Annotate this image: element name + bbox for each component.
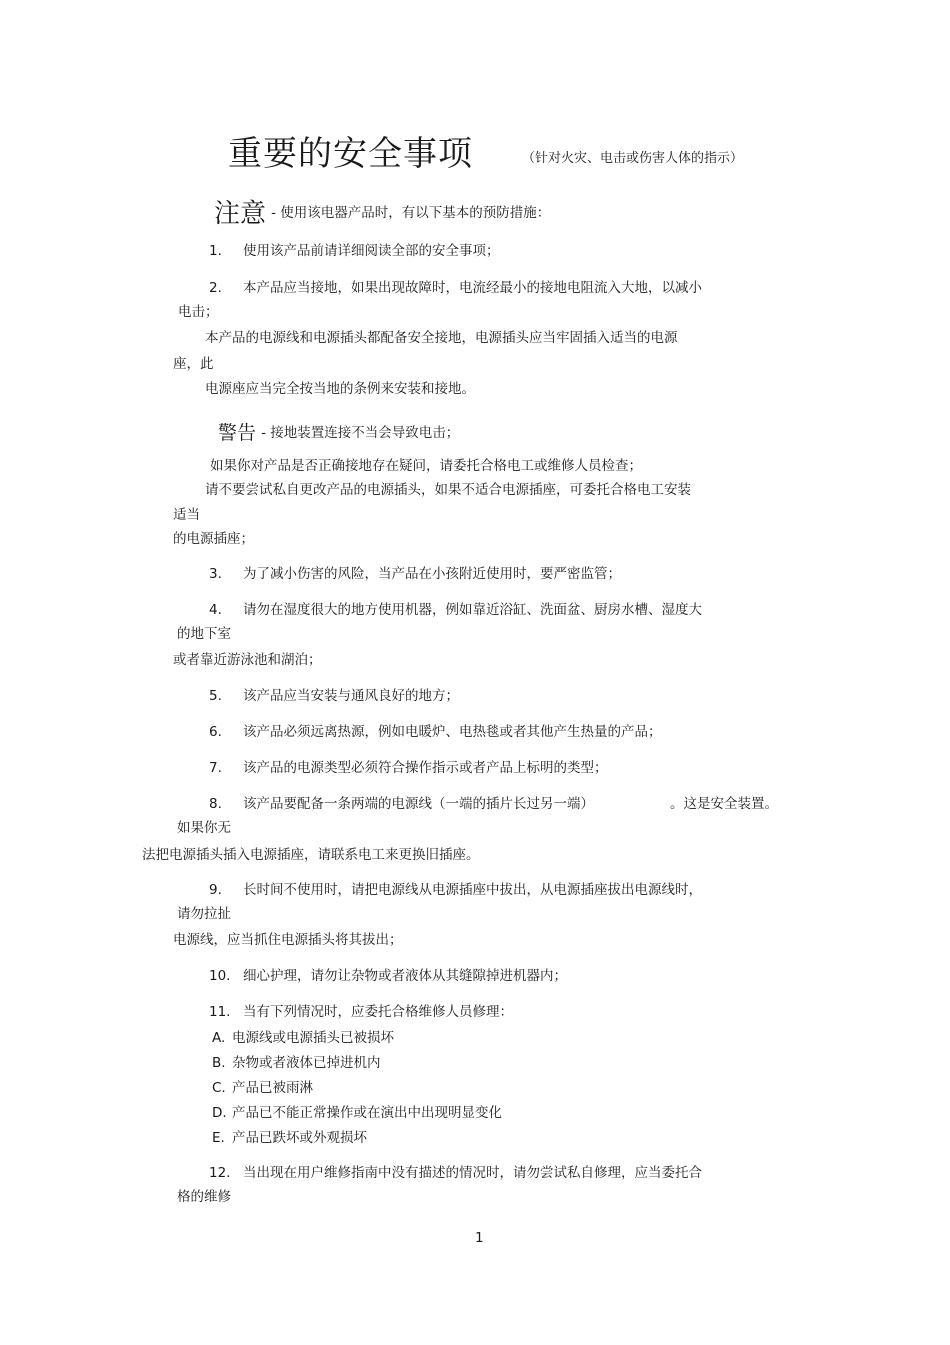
list-item-4-line-3: 或者靠近游泳池和湖泊； — [173, 652, 322, 668]
list-item-3: 3. 为了减小伤害的风险，当产品在小孩附近使用时，要严密监管； — [209, 566, 621, 582]
list-item-8-tail: 。这是安全装置。 — [670, 796, 778, 812]
grounding-paragraph-line-1: 本产品的电源线和电源插头都配备安全接地，电源插头应当牢固插入适当的电源 — [205, 330, 678, 346]
list-item-11: 11. 当有下列情况时，应委托合格维修人员修理： — [209, 1004, 513, 1020]
grounding-paragraph-line-2: 座，此 — [173, 356, 214, 372]
warning-line-2: 请不要尝试私自更改产品的电源插头，如果不适合电源插座，可委托合格电工安装 — [205, 482, 691, 498]
warning-line-4: 的电源插座； — [173, 531, 254, 547]
list-item-6: 6. 该产品必须远离热源，例如电暖炉、电热毯或者其他产生热量的产品； — [209, 724, 662, 740]
sub-item-e: E. 产品已跌坏或外观损坏 — [212, 1130, 367, 1146]
list-item-4-line-2: 的地下室 — [177, 626, 231, 642]
list-item-5: 5. 该产品应当安装与通风良好的地方； — [209, 688, 459, 704]
list-item-2: 2. 本产品应当接地，如果出现故障时，电流经最小的接地电阻流入大地，以减小 — [209, 280, 702, 296]
warning-label: 警告 — [218, 422, 257, 444]
list-item-2-continued: 电击； — [178, 304, 219, 320]
sub-item-d: D. 产品已不能正常操作或在演出中出现明显变化 — [212, 1105, 502, 1121]
warning-line-3: 适当 — [173, 507, 200, 523]
notice-text: - 使用该电器产品时，有以下基本的预防措施： — [271, 205, 551, 221]
page-title: 重要的安全事项 — [228, 134, 473, 174]
warning-heading — [218, 424, 459, 443]
sub-item-a: A. 电源线或电源插头已被损坏 — [212, 1030, 394, 1046]
list-item-1: 1. 使用该产品前请详细阅读全部的安全事项； — [209, 243, 500, 259]
list-item-8-line-3: 法把电源插头插入电源插座，请联系电工来更换旧插座。 — [142, 847, 480, 863]
list-item-12-line-2: 格的维修 — [177, 1189, 231, 1205]
list-item-7: 7. 该产品的电源类型必须符合操作指示或者产品上标明的类型； — [209, 760, 608, 776]
list-item-10: 10. 细心护理，请勿让杂物或者液体从其缝隙掉进机器内； — [209, 968, 567, 984]
page-subtitle: （针对火灾、电击或伤害人体的指示） — [522, 151, 744, 166]
grounding-paragraph-line-3: 电源座应当完全按当地的条例来安装和接地。 — [205, 381, 475, 397]
list-item-9-line-2: 请勿拉扯 — [177, 906, 231, 922]
list-item-4: 4. 请勿在湿度很大的地方使用机器，例如靠近浴缸、洗面盆、厨房水槽、湿度大 — [209, 602, 702, 618]
page-number: 1 — [475, 1230, 484, 1246]
warning-line-1: 如果你对产品是否正确接地存在疑问，请委托合格电工或维修人员检查； — [210, 458, 642, 474]
list-item-12: 12. 当出现在用户维修指南中没有描述的情况时，请勿尝试私自修理，应当委托合 — [209, 1165, 702, 1181]
list-item-8: 8. 该产品要配备一条两端的电源线（一端的插片长过另一端） — [209, 796, 594, 812]
list-item-9: 9. 长时间不使用时，请把电源线从电源插座中拔出，从电源插座拔出电源线时， — [209, 882, 702, 898]
list-item-8-line-2: 如果你无 — [177, 820, 231, 836]
sub-item-c: C. 产品已被雨淋 — [212, 1080, 313, 1096]
sub-item-b: B. 杂物或者液体已掉进机内 — [212, 1055, 381, 1071]
notice-label: 注意 — [214, 199, 267, 229]
warning-text: - 接地装置连接不当会导致电击； — [261, 425, 460, 441]
notice-heading — [214, 201, 550, 227]
list-item-9-line-3: 电源线，应当抓住电源插头将其拔出； — [173, 932, 403, 948]
